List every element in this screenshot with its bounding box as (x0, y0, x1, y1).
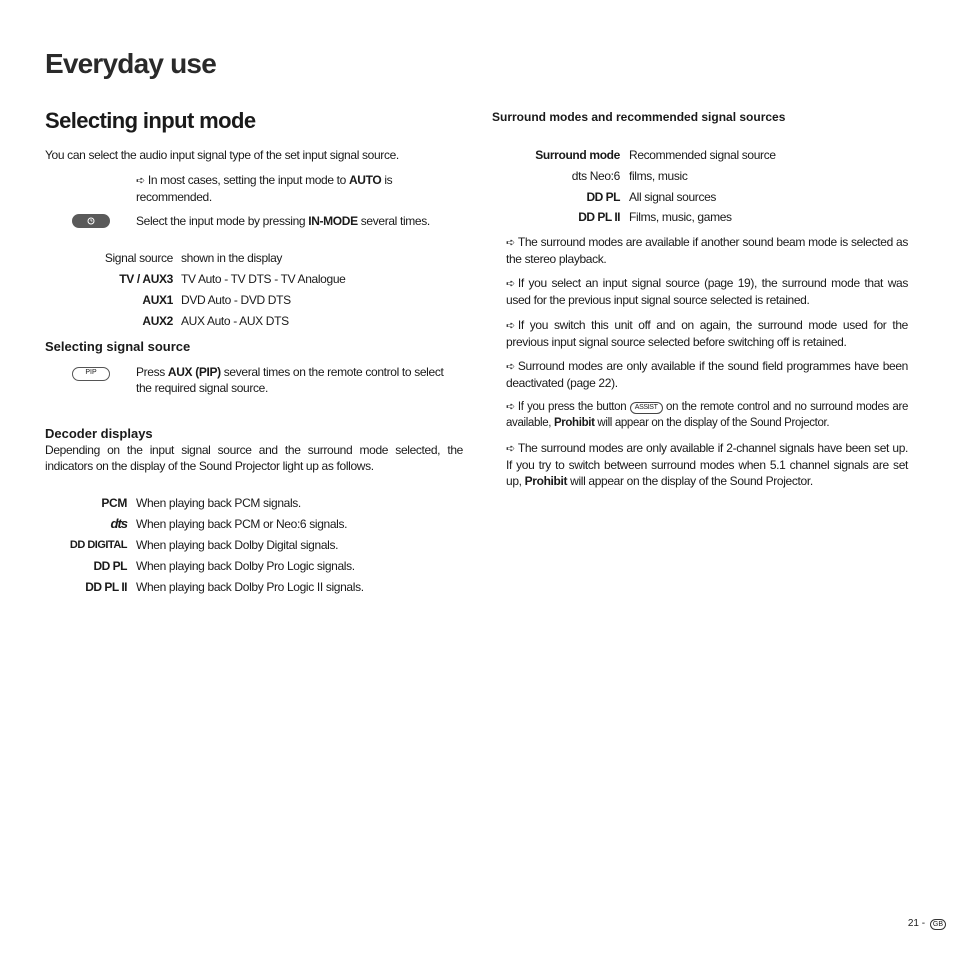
table-header-source: Signal source (104, 251, 173, 265)
surround-row-source: Films, music, games (629, 210, 732, 224)
last-bold: Prohibit (524, 474, 568, 488)
surround-note (506, 317, 908, 350)
table-row-source: AUX1 (142, 293, 173, 307)
surround-heading: Surround modes and recommended signal sources (492, 110, 786, 124)
assist-post: will appear on the display of the Sound Projector. (594, 417, 830, 429)
note-text: If you switch this unit off and on again, the surround mode used for the previous input signal source selected before switching off is retained. (506, 318, 908, 349)
page-number-text: 21 - (907, 918, 926, 929)
surround-mode-dts-neo6: dts Neo:6 (571, 169, 620, 183)
last-pre: The surround modes are only available if 2-channel signals have been set up. If you try to switch between surround modes when 5.1 channel signals are set up, (506, 441, 908, 488)
auto-note (136, 172, 436, 205)
surround-note (506, 234, 908, 267)
auto-note-post: is recommended. (136, 173, 393, 204)
section-title: Selecting input mode (45, 108, 256, 133)
surround-row-source: All signal sources (629, 190, 717, 204)
surround-mode-dd-pl2: DD PL II (578, 210, 620, 224)
assist-mid: on the remote control and no surround modes are available, (506, 401, 908, 429)
assist-pre: If you press the button (517, 401, 630, 413)
decoder-intro: Depending on the input signal source and the surround mode selected, the indicators on the display of the Sound Projector light up as follows. (45, 443, 463, 473)
surround-note-assist (506, 399, 908, 431)
surround-row-source: films, music (629, 169, 688, 183)
press-post: several times on the remote control to select the required signal source. (136, 365, 444, 395)
last-post: will appear on the display of the Sound Projector. (567, 474, 813, 488)
arrow-icon: ➪ (136, 175, 145, 187)
arrow-icon: ➪ (506, 443, 515, 455)
inmode-instruction (136, 213, 466, 229)
arrow-icon: ➪ (506, 237, 515, 249)
table-row-display: TV Auto - TV DTS - TV Analogue (181, 272, 346, 286)
assist-button[interactable]: ASSIST (630, 402, 663, 414)
region-badge: GB (930, 919, 946, 930)
page-number (908, 918, 946, 930)
decoder-row-text: When playing back Dolby Digital signals. (136, 538, 339, 552)
decoder-row-text: When playing back PCM signals. (136, 496, 301, 510)
note-text: Surround modes are only available if the sound field programmes have been deactivated (page 22). (506, 359, 908, 390)
table-row-display: AUX Auto - AUX DTS (181, 314, 289, 328)
dts-logo-icon: dts (110, 516, 127, 531)
table-row-source: AUX2 (142, 314, 173, 328)
inmode-post: several times. (357, 214, 430, 228)
signal-source-heading: Selecting signal source (45, 339, 191, 354)
press-pre: Press (136, 365, 168, 379)
decoder-row-text: When playing back PCM or Neo:6 signals. (136, 517, 348, 531)
clock-icon (87, 217, 95, 225)
dolby-pl-logo-icon: DD PL (93, 559, 127, 573)
decoder-row-text: When playing back Dolby Pro Logic II signals. (136, 580, 364, 594)
dolby-digital-logo-icon: DD DIGITAL (69, 539, 127, 551)
table-header-display: shown in the display (181, 251, 283, 265)
arrow-icon: ➪ (506, 401, 515, 413)
surround-note (506, 358, 908, 391)
arrow-icon: ➪ (506, 361, 515, 373)
table-row-source: TV / AUX3 (119, 272, 173, 286)
press-bold: AUX (PIP) (167, 365, 221, 379)
dolby-pl2-logo-icon: DD PL II (85, 580, 127, 594)
surround-mode-dd-pl: DD PL (586, 190, 620, 204)
decoder-heading: Decoder displays (45, 426, 153, 441)
auto-note-bold: AUTO (348, 173, 382, 187)
intro-text: You can select the audio input signal type of the set input signal source. (45, 148, 399, 162)
surround-header-source: Recommended signal source (629, 148, 776, 162)
assist-bold: Prohibit (553, 417, 595, 429)
arrow-icon: ➪ (506, 278, 515, 290)
pip-instruction (136, 364, 462, 396)
surround-note-last (506, 440, 908, 489)
auto-note-pre: In most cases, setting the input mode to (147, 173, 349, 187)
note-text: If you select an input signal source (page 19), the surround mode that was used for the previous input signal source selected is retained. (506, 276, 908, 307)
inmode-bold: IN-MODE (308, 214, 358, 228)
surround-header-mode: Surround mode (535, 148, 620, 162)
pip-button[interactable]: PIP (72, 367, 110, 381)
indicator-pcm: PCM (101, 496, 127, 510)
page-title: Everyday use (45, 48, 216, 79)
in-mode-button[interactable] (72, 214, 110, 228)
decoder-row-text: When playing back Dolby Pro Logic signals. (136, 559, 355, 573)
inmode-pre: Select the input mode by pressing (136, 214, 309, 228)
arrow-icon: ➪ (506, 320, 515, 332)
note-text: The surround modes are available if another sound beam mode is selected as the stereo playback. (506, 235, 908, 266)
surround-note (506, 275, 908, 308)
table-row-display: DVD Auto - DVD DTS (181, 293, 291, 307)
